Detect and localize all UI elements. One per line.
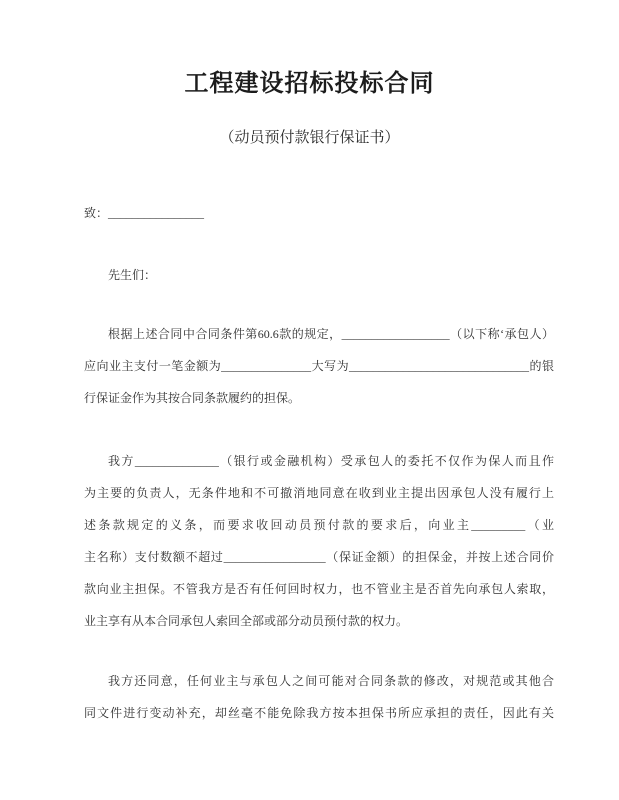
text-line: 款向业主担保。不管我方是否有任何回时权力，也不管业主是否首先向承包人索取，: [84, 582, 554, 596]
text-line: 为主要的负责人，无条件地和不可撤消地同意在收到业主提出因承包人没有履行上: [84, 486, 554, 500]
text-line: 应向业主支付一笔金额为_______________大写为______________________________的银: [84, 359, 554, 373]
text-line: 根据上述合同中合同条件第60.6款的规定，__________________（以下称‘承包人）: [108, 327, 554, 341]
paragraph-amendment-consent: [84, 665, 554, 729]
text-line: 我方______________（银行或金融机构）受承包人的委托不仅作为保人而且作: [108, 454, 554, 468]
document-subtitle: （动员预付款银行保证书）: [219, 130, 400, 146]
paragraph-guarantee-basis: [84, 318, 554, 414]
text-line: 我方还同意，任何业主与承包人之间可能对合同条款的修改，对规范或其他合: [108, 674, 554, 688]
text-line: 行保证金作为其按合同条款履约的担保。: [84, 391, 301, 405]
document-title: 工程建设招标投标合同: [184, 71, 435, 97]
salutation-line: [84, 202, 554, 224]
greeting-line: 先生们：: [108, 268, 157, 282]
text-line: 业主享有从本合同承包人索回全部或部分动员预付款的权力。: [84, 614, 409, 628]
text-line: 主名称）支付数额不超过_________________（保证金额）的担保金，并按上述合同价: [84, 550, 554, 564]
fill-in-blank-recipient: ________________: [108, 206, 205, 220]
text-line: 同文件进行变动补充，却丝毫不能免除我方按本担保书所应承担的责任，因此有关: [84, 706, 554, 720]
text-line: 述条款规定的义条，而要求收回动员预付款的要求后，向业主_________（业: [84, 518, 554, 532]
salutation-label: 致：: [84, 206, 109, 220]
paragraph-bank-commitment: [84, 445, 554, 637]
